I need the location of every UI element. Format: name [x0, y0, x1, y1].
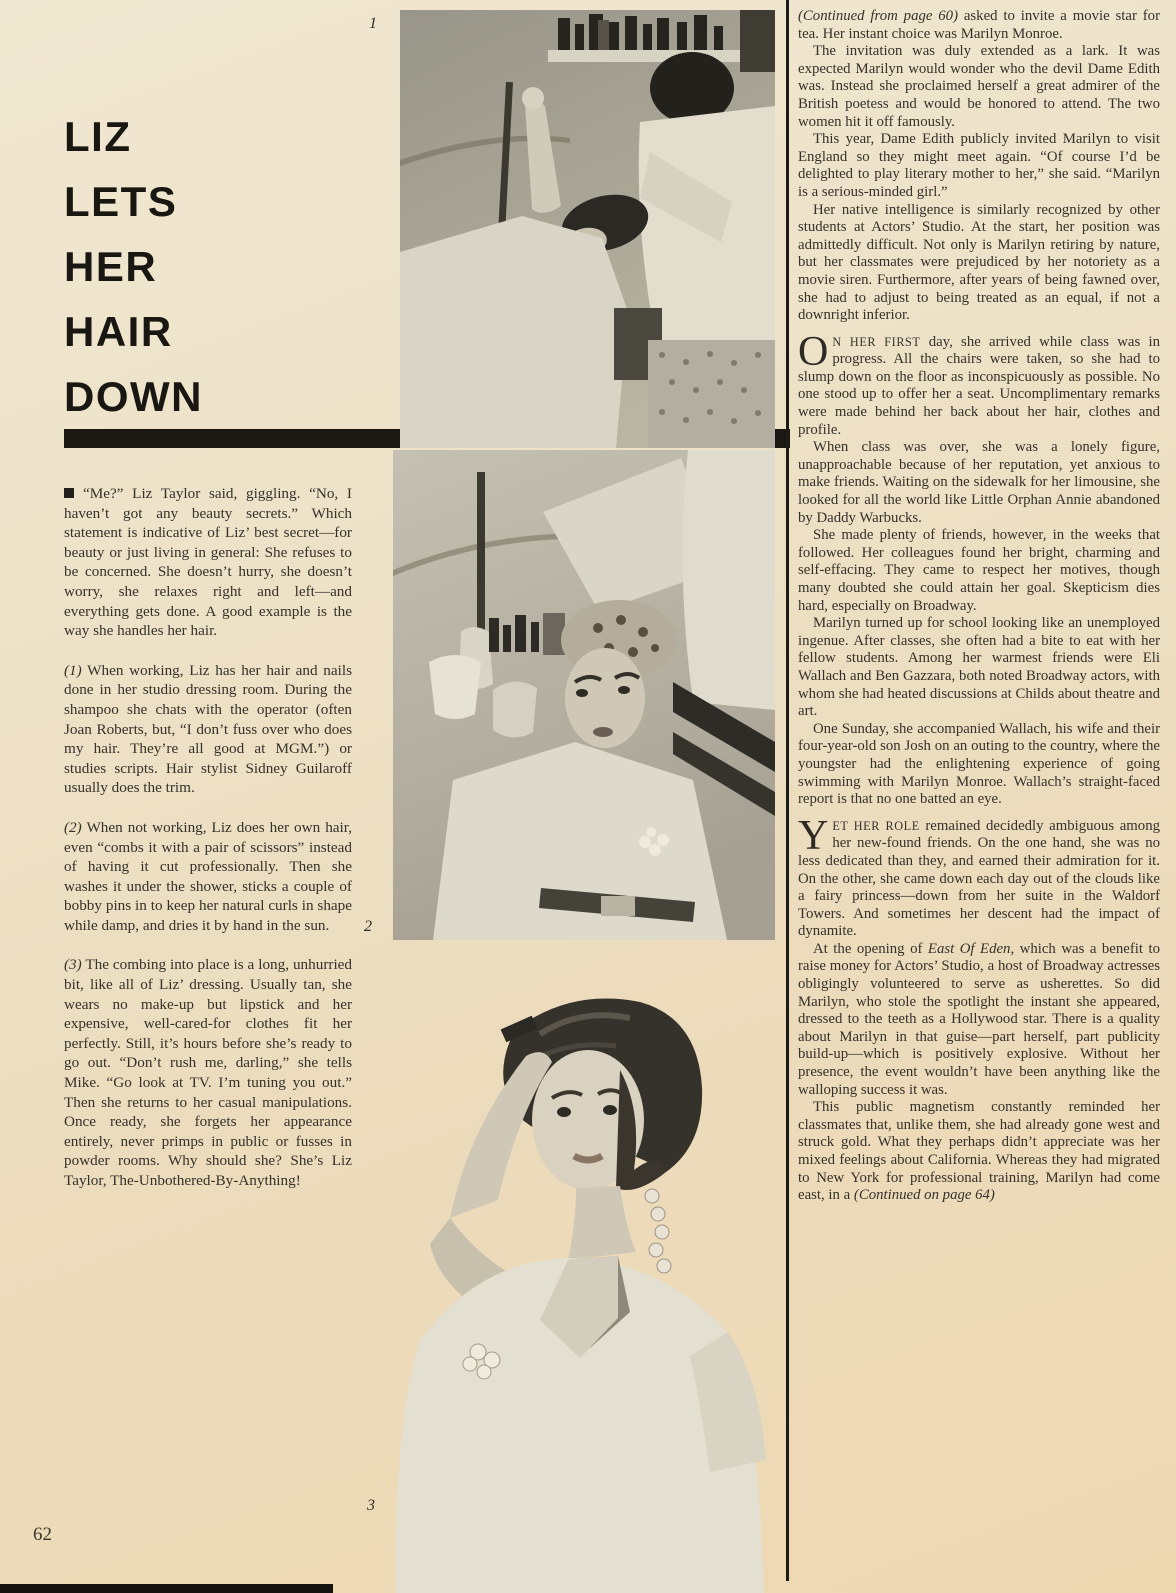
paragraph: The invitation was duly extended as a lark. It was expected Marilyn would wonder who the devil Dame Edith was. Instead she proclaimed herself a great admirer of the British poetess and would be honored to attend. The two women hit it off famously. [798, 43, 1160, 130]
paragraph-dropcap-yet-her-role: YET HER ROLE remained decidedly ambiguous among her new-found friends. On the one hand, she was no less dedicated than they, and earned their admiration for it. On the other, she came down each day out of the clouds like a fairy princess—down from her suite in the Waldorf Towers. And sometimes her descent had the impact of dynamite. [798, 812, 1161, 940]
photo-3-combing-hair [330, 960, 790, 1593]
paragraph: One Sunday, she accompanied Wallach, his wife and their four-year-old son Josh on an outing to the country, where the youngster had the enlightening experience of going swimming with Marilyn Monroe. Wallach’s straight-faced report is that no one batted an eye. [798, 720, 1160, 808]
title-line: LIZ [64, 113, 132, 160]
paragraph: This year, Dame Edith publicly invited Marilyn to visit England so they might meet again. “Of course I’d be delighted to play literary mother to her,” she said. “Marilyn is a serious-minded girl.” [798, 131, 1160, 200]
drop-cap-Y: Y [798, 812, 829, 859]
square-bullet-icon [64, 488, 74, 498]
paragraph: Her native intelligence is similarly recognized by other students at Actors’ Studio. At the start, her position was admittedly difficult. Not only is Marilyn retiring by nature, but her classmates were prejudiced by her notoriety as a movie siren. Furthermore, after years of being fawned over, she had to adjust to being treated as an equal, if not a downright inferior. [798, 201, 1160, 324]
paragraph: Marilyn turned up for school looking like an unemployed ingenue. After classes, she often had a bite to eat with her fellow students. Among her warmest friends were Eli Wallach and Ben Gazzara, both noted Broadway actors, with whom she had heated discussions at Childs about theatre and art. [798, 615, 1160, 720]
paragraph-dropcap-on-her-first: O N HER FIRST day, she arrived while class was in progress. All the chairs were taken, so she had to slump down on the floor as inconspicuously as possible. No one stood up to offer her a seat. Uncomplimentary remarks were made behind her back about her hair, clothes and profile. [798, 328, 1161, 438]
left-article-column [64, 484, 352, 1211]
paragraph-continued-lead: (Continued from page 60) asked to invite a movie star for tea. Her instant choice was Marilyn Monroe. [798, 8, 1160, 42]
paragraph-with-continuation: This public magnetism constantly reminded her classmates that, unlike them, she had already gone west and struck gold. What they perhaps didn’t appreciate was her mixed feelings about California. Whereas they had migrated to New York for professional training, Marilyn had come east, in a (Continued on page 64) [798, 1099, 1160, 1204]
photo-2-salon-chair [393, 450, 775, 940]
title-line: DOWN [64, 373, 203, 420]
numbered-paragraph-1: (1) When working, Liz has her hair and nails done in her studio dressing room. During the shampoo she chats with the operator (often Joan Roberts, but, “I don’t fuss over who does my hair. They’re all good at MGM.”) or studies scripts. Hair stylist Sidney Guilaroff usually does the trim. [64, 661, 352, 797]
paragraph: When class was over, she was a lonely figure, unapproachable because of her reputation, yet anxious to make friends. Waiting on the sidewalk for her limousine, she looked for all the world like Little Orphan Annie abandoned by Daddy Warbucks. [798, 439, 1160, 526]
photo-label-1: 1 [369, 15, 377, 32]
photo-label-2: 2 [364, 918, 372, 935]
paragraph: She made plenty of friends, however, in the weeks that followed. Her colleagues found her bright, charming and self-effacing. They came to respect her motives, though many doubted she could attain her goal. Skepticism dies hard, especially on Broadway. [798, 527, 1160, 614]
title-line: HAIR [64, 308, 173, 355]
numbered-paragraph-3: (3) The combing into place is a long, unhurried bit, like all of Liz’ dressing. Usually tan, she wears no make-up but lipstick and her expensive, well-cared-for clothes fit her perfectly. Still, it’s hours before she’s ready to go out. “Don’t rush me, darling,” she tells Mike. “Go look at TV. I’m tuning you out.” Then she returns to her casual manipulations. Once ready, she forgets her appearance entirely, never primps in public or fusses in powder rooms. Why should she? She’s Liz Taylor, The-Unbothered-By-Anything! [64, 956, 352, 1189]
page-edge-strip [0, 1584, 333, 1593]
continued-from-note: (Continued from page 60) [798, 8, 959, 24]
column-divider-rule [786, 0, 789, 1581]
title-line: HER [64, 243, 158, 290]
numbered-paragraph-2: (2) When not working, Liz does her own hair, even “combs it with a pair of scissors” instead of having it cut professionally. Then she washes it under the shower, sticks a couple of bobby pins in to keep her natural curls in shape while damp, and dries it by hand in the sun. [64, 818, 352, 934]
continued-on-note: (Continued on page 64) [853, 1187, 995, 1204]
paragraph: At the opening of East Of Eden, which was a benefit to raise money for Actors’ Studio, a host of Broadway actresses obligingly volunteered to serve as usherettes. So did Marilyn, who stole the spotlight the instant she appeared, dressed to the teeth as a Hollywood star. There is a quality about Marilyn in that guise—part herself, part publicity build-up—which is positively explosive. Without her presence, the event wouldn’t have been anything like the walloping success it was. [798, 940, 1161, 1098]
movie-title: East Of Eden [927, 940, 1011, 957]
right-article-column [798, 8, 1160, 1205]
page-title [64, 104, 203, 429]
page-number: 62 [33, 1524, 52, 1545]
title-line: LETS [64, 178, 178, 225]
intro-paragraph: “Me?” Liz Taylor said, giggling. “No, I haven’t got any beauty secrets.” Which statement is indicative of Liz’ best secret—for beauty or just living in general: She refuses to be concerned. She doesn’t hurry, she doesn’t worry, she relaxes right and left—and everything gets done. A good example is the way she handles her hair. [64, 485, 352, 640]
photo-label-3: 3 [367, 1497, 375, 1514]
photo-1-hair-wash [400, 10, 775, 448]
drop-cap-O: O [798, 328, 829, 375]
